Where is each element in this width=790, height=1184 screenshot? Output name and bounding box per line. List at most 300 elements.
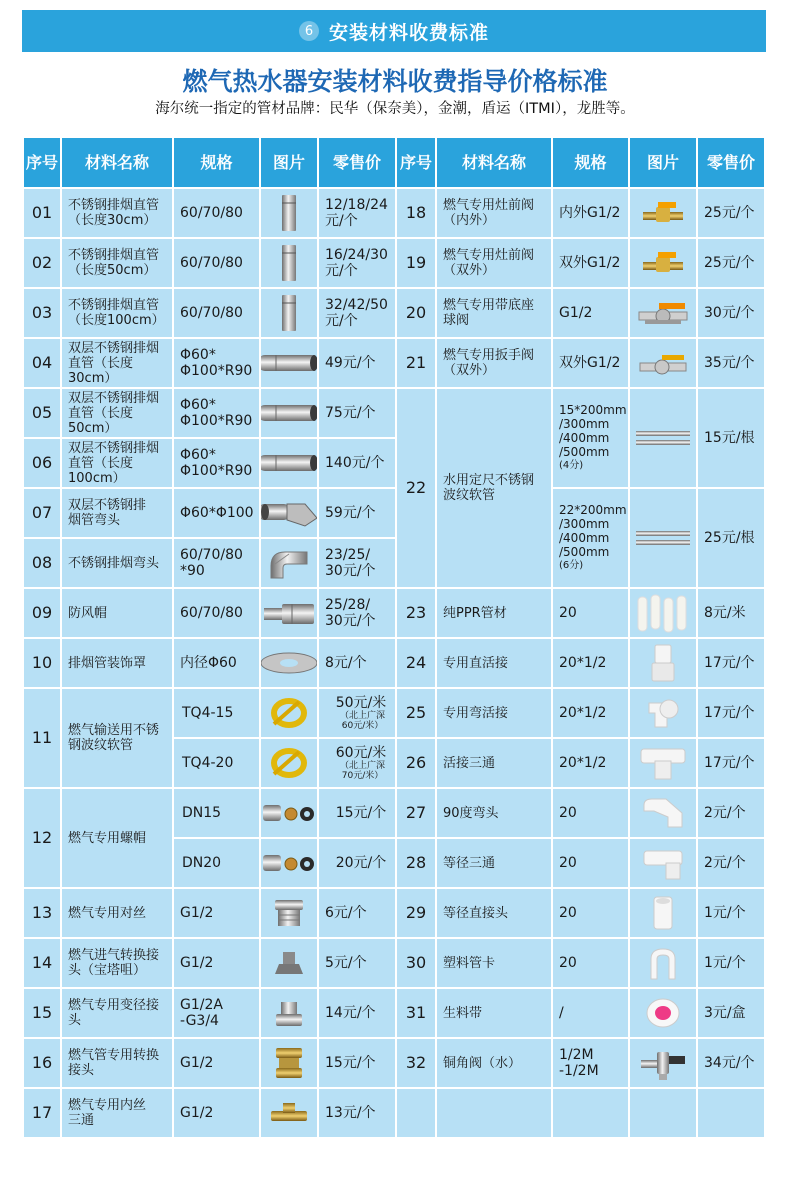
material-name-text-line: 双层不锈钢排 <box>68 498 147 513</box>
gas-valve-icon <box>641 201 685 225</box>
price-text-line: 32/42/50 <box>325 297 388 313</box>
row-number-text: 21 <box>405 353 427 372</box>
header-spec-left <box>174 138 259 187</box>
header-name-right <box>437 138 551 187</box>
material-name <box>62 439 172 487</box>
row-number <box>397 289 435 337</box>
price-text <box>325 197 388 229</box>
spec-text <box>559 605 577 621</box>
spec <box>174 689 259 737</box>
angle-valve-icon <box>639 1046 687 1080</box>
price-text: 17元/个 <box>704 755 755 771</box>
material-name-text-line: 燃气专用对丝 <box>68 905 147 921</box>
row-number <box>24 389 60 437</box>
product-picture <box>261 739 317 787</box>
spec-text-line: 20 <box>559 955 577 971</box>
spec-text <box>559 403 627 473</box>
row-number-text: 32 <box>405 1053 427 1072</box>
material-name-text-line: 双层不锈钢排烟 <box>68 390 160 406</box>
material-name-text-line: 燃气输送用不锈 <box>68 723 160 738</box>
spec <box>553 739 628 787</box>
spec-text-line: /300mm <box>559 517 610 531</box>
material-name-text <box>443 1006 482 1021</box>
price-text: 15元/根 <box>704 430 755 446</box>
product-picture <box>261 939 317 987</box>
header-picture-label: 图片 <box>272 152 305 172</box>
price <box>698 789 764 837</box>
price-text <box>325 547 376 579</box>
spec-text <box>180 1055 213 1071</box>
nipple-icon <box>272 898 306 928</box>
material-name <box>62 239 172 287</box>
product-picture <box>261 339 317 387</box>
spec-text-line: Φ60*Φ100 <box>180 505 254 521</box>
yellow-hose-icon <box>269 746 309 780</box>
product-picture <box>630 339 696 387</box>
product-picture <box>261 1039 317 1087</box>
section-title: 安装材料收费标准 <box>328 21 489 44</box>
row-number-text: 29 <box>405 903 427 922</box>
row-number-text: 17 <box>31 1103 53 1122</box>
row-number <box>397 889 435 937</box>
header-picture-right <box>630 138 696 187</box>
spec-text <box>180 1105 213 1121</box>
product-picture <box>630 239 696 287</box>
material-name-text-line: 球阀 <box>443 313 470 328</box>
spec <box>553 1039 628 1087</box>
spec <box>174 789 259 837</box>
spec <box>174 489 259 537</box>
material-name-text-line: 波纹软管 <box>443 488 496 503</box>
material-name-text-line: 塑料管卡 <box>443 955 496 971</box>
material-name-text <box>443 248 534 278</box>
material-name-text <box>68 341 172 386</box>
price <box>698 389 764 487</box>
row-number <box>397 789 435 837</box>
gas-valve-icon <box>641 251 685 275</box>
spec <box>553 389 628 487</box>
nut-icon <box>261 801 317 825</box>
material-name <box>437 339 551 387</box>
spec <box>174 839 259 887</box>
material-name-text-line: 燃气专用灶前阀 <box>443 198 535 213</box>
price-text-line: 59元/个 <box>325 505 376 521</box>
material-name-text <box>68 556 159 571</box>
spec-text <box>559 655 606 671</box>
row-number-text: 10 <box>31 653 53 672</box>
pipe-clip-icon <box>643 945 683 981</box>
spec-text-line: -G3/4 <box>180 1013 219 1029</box>
price-note: （北上广深 <box>339 711 385 721</box>
spec-text-line: 60/70/80 <box>180 205 243 221</box>
empty-cell <box>553 1089 628 1137</box>
spec-text <box>559 905 577 921</box>
price-text <box>325 297 388 329</box>
material-name-text <box>443 706 508 721</box>
product-picture <box>630 689 696 737</box>
price <box>319 639 395 687</box>
price-text-line: 12/18/24 <box>325 197 388 213</box>
product-picture <box>630 939 696 987</box>
product-picture <box>630 739 696 787</box>
price <box>698 589 764 637</box>
price-text: 17元/个 <box>704 655 755 671</box>
material-name <box>62 189 172 237</box>
product-picture <box>261 639 317 687</box>
spec <box>553 839 628 887</box>
material-name-text-line: 燃气专用扳手阀 <box>443 348 535 363</box>
empty-cell <box>698 1089 764 1137</box>
spec <box>553 889 628 937</box>
material-name <box>437 239 551 287</box>
row-number <box>397 339 435 387</box>
product-picture <box>630 589 696 637</box>
product-picture <box>261 239 317 287</box>
spec-text-line: Φ100*R90 <box>180 413 253 429</box>
material-name-text-line: （双外） <box>443 263 496 278</box>
spec-text-line: -1/2M <box>559 1063 599 1079</box>
material-name <box>62 1089 172 1137</box>
price-text: 15元/个 <box>335 805 387 821</box>
header-price-label: 零售价 <box>332 152 381 172</box>
row-number-text: 11 <box>31 728 53 747</box>
row-number <box>24 1039 60 1087</box>
material-name-text-line: 三通 <box>68 1113 95 1128</box>
ppr-tee-icon <box>640 845 686 881</box>
material-name-text <box>443 298 534 328</box>
row-number <box>397 1039 435 1087</box>
row-number-text: 26 <box>405 753 427 772</box>
spec-text-line: G1/2 <box>180 905 214 921</box>
price-text-line: 15元/个 <box>325 1055 376 1071</box>
price-text-line: 16/24/30 <box>325 247 388 263</box>
spec-text: TQ4-15 <box>182 705 234 721</box>
material-name-text-line: 铜角阀（水） <box>443 1055 522 1071</box>
price-text: 20元/个 <box>335 855 387 871</box>
row-number-text: 13 <box>31 903 53 922</box>
product-picture <box>261 489 317 537</box>
material-name-text-line: 双层不锈钢排烟 <box>68 440 160 456</box>
price-text-line: 元/个 <box>325 263 358 279</box>
price-text <box>325 355 376 371</box>
spec-text-line: 双外G1/2 <box>559 355 621 371</box>
material-name <box>437 739 551 787</box>
material-name-text <box>68 831 146 846</box>
material-name-text <box>443 198 534 228</box>
spec <box>553 989 628 1037</box>
price <box>319 839 395 887</box>
price-note: （北上广深 <box>339 761 385 771</box>
ppr-pipe-icon <box>634 593 692 633</box>
spec-text-line: Φ100*R90 <box>180 463 253 479</box>
spec-text <box>180 547 243 579</box>
spec <box>553 339 628 387</box>
spec <box>553 289 628 337</box>
double-pipe-icon <box>261 351 317 375</box>
price-text: 8元/米 <box>704 605 746 621</box>
spec-text-line: 60/70/80 <box>180 305 243 321</box>
header-no-left <box>24 138 60 187</box>
spec-text <box>559 855 577 871</box>
row-number <box>397 639 435 687</box>
spec-text-line: 60/70/80 <box>180 255 243 271</box>
material-name-text-line: 燃气专用螺帽 <box>68 830 147 846</box>
price <box>319 989 395 1037</box>
row-number <box>397 939 435 987</box>
product-picture <box>630 389 696 487</box>
row-number-text: 18 <box>405 203 427 222</box>
material-name-text <box>68 723 159 753</box>
double-pipe-icon <box>261 451 317 475</box>
row-number-text: 23 <box>405 603 427 622</box>
row-number <box>397 739 435 787</box>
price-text: 3元/盒 <box>704 1005 746 1021</box>
spec-text <box>180 305 243 321</box>
row-number-text: 06 <box>31 453 53 472</box>
row-number <box>24 889 60 937</box>
material-name <box>62 689 172 787</box>
price-text-line: 5元/个 <box>325 955 367 971</box>
spec-text-line: /400mm <box>559 431 610 445</box>
material-name-text-line: 燃气专用内丝 <box>68 1098 147 1113</box>
brand-note: 海尔统一指定的管材品牌：民华（保奈美），金潮，盾运（ITMI），龙胜等。 <box>155 101 635 117</box>
material-name-text <box>443 348 534 378</box>
spec-text-line: G1/2A <box>180 997 223 1013</box>
spec-text <box>180 955 213 971</box>
material-name <box>437 389 551 587</box>
row-number <box>24 489 60 537</box>
header-no-label: 序号 <box>25 152 58 172</box>
price <box>698 689 764 737</box>
spec <box>174 1039 259 1087</box>
spec-text <box>559 355 620 371</box>
spec <box>174 1089 259 1137</box>
row-number-text: 04 <box>31 353 53 372</box>
spec-text-line: Φ60* <box>180 447 216 463</box>
spec-text-line: Φ100*R90 <box>180 363 253 379</box>
row-number-text: 07 <box>31 503 53 522</box>
spec-text-line: 20*1/2 <box>559 655 607 671</box>
spec-text <box>559 205 620 221</box>
material-name-text <box>443 806 499 821</box>
spec <box>553 239 628 287</box>
material-name-text <box>68 606 107 621</box>
material-name <box>62 989 172 1037</box>
price <box>319 389 395 437</box>
row-number <box>24 689 60 787</box>
spec-text-line: 20 <box>559 805 577 821</box>
price-text: 25元/个 <box>704 255 755 271</box>
page-title: 燃气热水器安装材料收费指导价格标准 <box>182 67 608 96</box>
spec-text: DN15 <box>182 805 222 821</box>
price-text <box>325 955 367 971</box>
price-text-line: 49元/个 <box>325 355 376 371</box>
material-name-text-line: （长度100cm） <box>68 313 165 328</box>
material-name-text <box>443 1056 521 1071</box>
spec-text-line: 内外G1/2 <box>559 205 621 221</box>
spec <box>174 539 259 587</box>
header-spec-label: 规格 <box>574 152 607 172</box>
material-name-text <box>68 298 165 328</box>
row-number <box>24 239 60 287</box>
price <box>319 289 395 337</box>
header-name-label: 材料名称 <box>84 152 149 172</box>
product-picture <box>630 889 696 937</box>
row-number <box>397 589 435 637</box>
spec <box>553 589 628 637</box>
price <box>698 739 764 787</box>
material-name-text-line: 燃气专用灶前阀 <box>443 248 535 263</box>
spec-text-line: 60/70/80 <box>180 547 243 563</box>
row-number-text: 27 <box>405 803 427 822</box>
product-picture <box>630 839 696 887</box>
price <box>698 839 764 887</box>
price-text-line: 25/28/ <box>325 597 371 613</box>
price-text <box>325 505 376 521</box>
material-name-text <box>68 948 159 978</box>
product-picture <box>630 1039 696 1087</box>
price <box>698 989 764 1037</box>
product-picture <box>630 489 696 587</box>
spec-text <box>180 205 243 221</box>
material-name-text <box>68 998 159 1028</box>
price-text: 1元/个 <box>704 955 746 971</box>
spec <box>174 639 259 687</box>
spec <box>553 939 628 987</box>
price-text <box>325 655 367 671</box>
spec <box>174 239 259 287</box>
section-number: 6 <box>299 21 319 41</box>
spec-text <box>559 955 577 971</box>
nut-icon <box>261 851 317 875</box>
spec <box>174 989 259 1037</box>
spec-text <box>559 503 627 573</box>
price-text-line: 30元/个 <box>325 613 376 629</box>
row-number <box>24 189 60 237</box>
material-name-text-line: 不锈钢排烟直管 <box>68 298 160 313</box>
row-number <box>24 1089 60 1137</box>
spec-text-line: /300mm <box>559 417 610 431</box>
spec-text <box>180 905 213 921</box>
header-spec-label: 规格 <box>200 152 233 172</box>
price <box>319 689 395 737</box>
product-picture <box>261 839 317 887</box>
row-number <box>24 339 60 387</box>
section-banner <box>22 10 766 52</box>
spec-text-line: Φ60* <box>180 397 216 413</box>
row-number-text: 22 <box>405 478 427 497</box>
spec-text <box>559 805 577 821</box>
price <box>698 289 764 337</box>
spec-text <box>559 305 592 321</box>
price-text: 35元/个 <box>704 355 755 371</box>
material-name-text <box>68 1098 146 1128</box>
product-picture <box>261 889 317 937</box>
material-name <box>62 1039 172 1087</box>
price <box>698 189 764 237</box>
row-number-text: 01 <box>31 203 53 222</box>
row-number-text: 31 <box>405 1003 427 1022</box>
price <box>698 239 764 287</box>
material-name-text <box>68 198 159 228</box>
spec-text-line: 20*1/2 <box>559 755 607 771</box>
row-number-text: 19 <box>405 253 427 272</box>
price-text-line: 75元/个 <box>325 405 376 421</box>
row-number <box>24 639 60 687</box>
spec-text <box>180 447 252 479</box>
row-number <box>397 989 435 1037</box>
spec-text <box>180 655 237 671</box>
product-picture <box>261 789 317 837</box>
price <box>319 539 395 587</box>
ppr-elbow-icon <box>640 795 686 831</box>
spec-text: DN20 <box>182 855 222 871</box>
row-number <box>397 839 435 887</box>
material-name-text-line: 钢波纹软管 <box>68 738 134 753</box>
price-text <box>325 455 384 471</box>
header-price-right <box>698 138 764 187</box>
spec <box>174 389 259 437</box>
reducer-icon <box>272 998 306 1028</box>
material-name-text <box>68 441 172 486</box>
price-text-line: 140元/个 <box>325 455 385 471</box>
price-note: 70元/米） <box>341 771 384 781</box>
yellow-hose-icon <box>269 696 309 730</box>
spec-text-line: 20 <box>559 605 577 621</box>
spec <box>174 339 259 387</box>
material-name <box>62 639 172 687</box>
material-name-text-line: 专用弯活接 <box>443 705 509 721</box>
price-text: 50元/米 <box>335 695 387 711</box>
row-number <box>24 589 60 637</box>
material-name <box>437 889 551 937</box>
row-number-text: 15 <box>31 1003 53 1022</box>
material-name-text <box>443 756 495 771</box>
material-name-text-line: 直管（长度30cm） <box>68 355 134 386</box>
material-name-text-line: 等径三通 <box>443 855 496 871</box>
spec-text-line: 20 <box>559 855 577 871</box>
spec-text <box>180 997 223 1029</box>
row-number <box>24 989 60 1037</box>
price-text: 25元/根 <box>704 530 755 546</box>
material-name <box>437 1039 551 1087</box>
price-note: 60元/米） <box>341 721 384 731</box>
spec-text-line: Φ60* <box>180 347 216 363</box>
product-picture <box>261 389 317 437</box>
empty-cell <box>397 1089 435 1137</box>
row-number-text: 12 <box>31 828 53 847</box>
price <box>319 789 395 837</box>
ppr-tee-union-icon <box>639 745 687 781</box>
adapter-icon <box>272 1046 306 1080</box>
spec-text-line: G1/2 <box>559 305 593 321</box>
material-name-text-line: 直管（长度50cm） <box>68 405 134 436</box>
price-text-line: 30元/个 <box>325 563 376 579</box>
material-name <box>62 889 172 937</box>
material-name-text <box>443 606 507 621</box>
steel-hose-icon <box>634 428 692 448</box>
material-name-text-line: 燃气专用变径接 <box>68 998 160 1013</box>
price-text <box>325 905 367 921</box>
material-name-text-line: 直管（长度100cm） <box>68 455 134 486</box>
material-name-text-line: （长度50cm） <box>68 263 157 278</box>
spec <box>553 789 628 837</box>
spec <box>174 939 259 987</box>
spec-text-line: /500mm <box>559 445 610 459</box>
product-picture <box>630 189 696 237</box>
spec <box>174 589 259 637</box>
price-text <box>325 1105 376 1121</box>
